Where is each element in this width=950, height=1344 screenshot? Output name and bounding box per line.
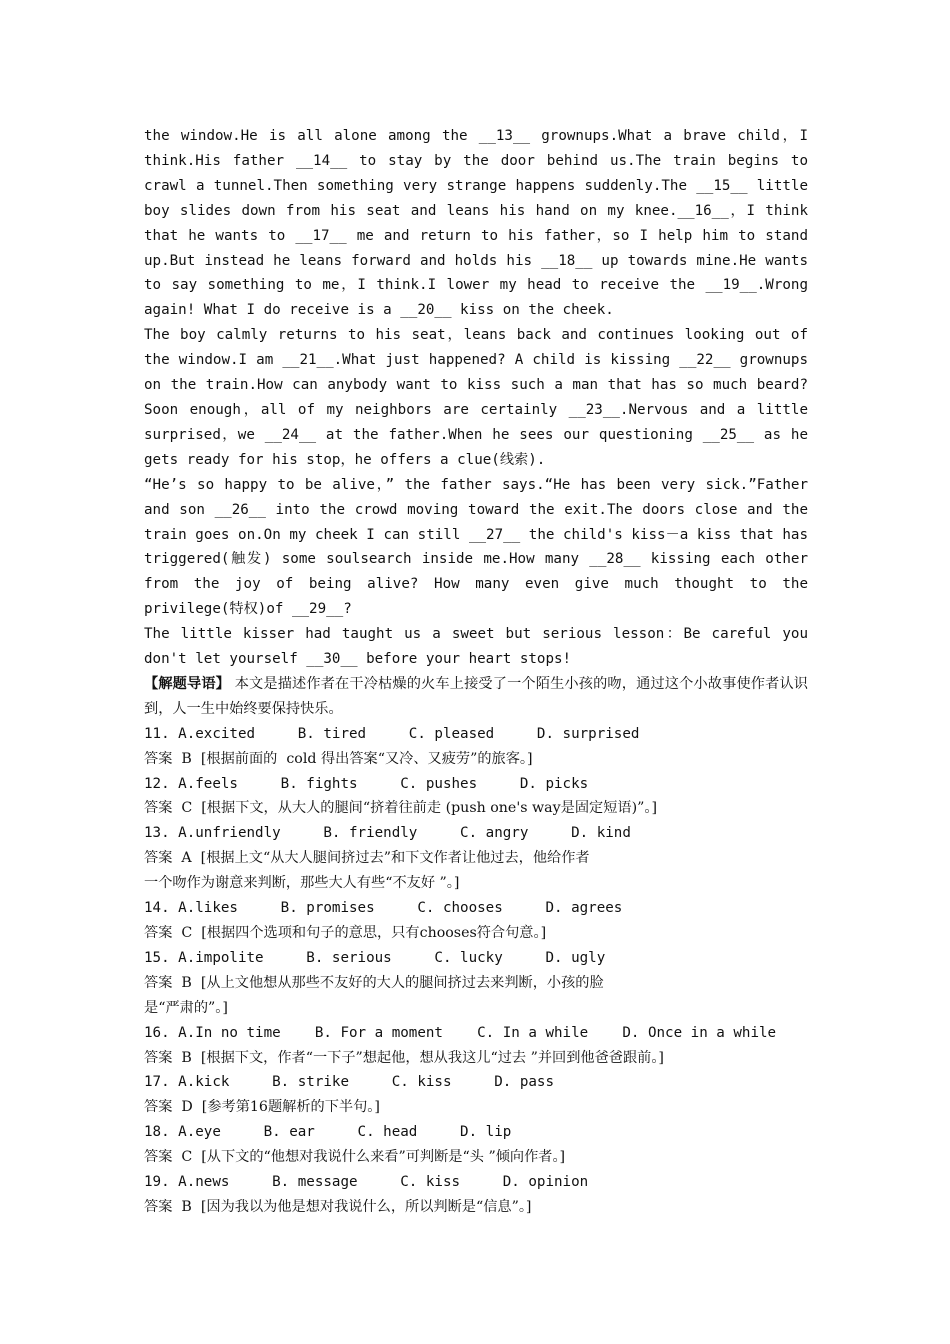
question-item: [144, 821, 808, 896]
answer-line: 答案 D [参考第16题解析的下半句。]: [144, 1099, 380, 1116]
question-options: 12. A.feels B. fights C. pushes D. picks: [144, 775, 589, 792]
passage-paragraph: the window.He is all alone among the __13__ grownups.What a brave child，I think.His father __14__ to stay by the door behind us.The train begins to crawl a tunnel.Then something very strange happens suddenly.The __15__ little boy slides down from his seat and leans his hand on my knee.__16__，I think that he wants to __17__ me and return to his father，so I help him to stand up.But instead he leans forward and holds his __18__ up towards mine.He wants to say something to me，I think.I lower my head to receive the __19__.Wrong again! What I do receive is a __20__ kiss on the cheek.: [144, 128, 808, 319]
question-options: 15. A.impolite B. serious C. lucky D. ugly: [144, 949, 606, 966]
question-item: [144, 722, 808, 772]
question-item: [144, 1170, 808, 1220]
guide-text: 本文是描述作者在干冷枯燥的火车上接受了一个陌生小孩的吻，通过这个小故事使作者认识到，人一生中始终要保持快乐。: [144, 675, 808, 717]
answer-line: 是“严肃的”。]: [144, 999, 228, 1016]
question-options: 13. A.unfriendly B. friendly C. angry D. kind: [144, 825, 631, 842]
question-options: 19. A.news B. message C. kiss D. opinion: [144, 1174, 589, 1191]
question-list: [144, 722, 808, 1220]
question-item: [144, 896, 808, 946]
passage-paragraph: “He’s so happy to be alive，” the father says.“He has been very sick.”Father and son __26__ into the crowd moving toward the exit.The doors close and the train goes on.On my cheek I can still __27__ the child's kiss－a kiss that has triggered(触发) some soulsearch inside me.How many __28__ kissing each other from the joy of being alive? How many even give much thought to the privilege(特权)of __29__?: [144, 476, 808, 618]
question-options: 11. A.excited B. tired C. pleased D. surprised: [144, 725, 640, 742]
guide-paragraph: [144, 672, 808, 722]
answer-line: 答案 A [根据上文“从大人腿间挤过去”和下文作者让他过去，他给作者: [144, 850, 590, 867]
question-item: [144, 946, 808, 1021]
guide-label: 【解题导语】: [144, 675, 231, 692]
question-options: 18. A.eye B. ear C. head D. lip: [144, 1124, 512, 1141]
answer-line: 答案 B [根据下文，作者“一下子”想起他，想从我这儿“过去 ”并回到他爸爸跟前。]: [144, 1049, 664, 1066]
document-page: [144, 124, 808, 1220]
question-options: 16. A.In no time B. For a moment C. In a while D. Once in a while: [144, 1024, 777, 1041]
answer-line: 答案 B [从上文他想从那些不友好的大人的腿间挤过去来判断，小孩的脸: [144, 974, 604, 991]
passage-paragraph: The little kisser had taught us a sweet but serious lesson：Be careful you don't let yourself __30__ before your heart stops!: [144, 626, 808, 668]
question-item: [144, 1021, 808, 1071]
answer-line: 答案 B [因为我以为他是想对我说什么，所以判断是“信息”。]: [144, 1198, 532, 1215]
answer-line: 一个吻作为谢意来判断，那些大人有些“不友好 ”。]: [144, 875, 460, 892]
question-item: [144, 1070, 808, 1120]
question-options: 14. A.likes B. promises C. chooses D. agrees: [144, 900, 623, 917]
passage-paragraph: The boy calmly returns to his seat，leans back and continues looking out of the window.I am __21__.What just happened? A child is kissing __22__ grownups on the train.How can anybody want to kiss such a man that has so much beard? Soon enough，all of my neighbors are certainly __23__.Nervous and a little surprised，we __24__ at the father.When he sees our questioning __25__ as he gets ready for his stop，he offers a clue(线索).: [144, 327, 808, 468]
question-item: [144, 1120, 808, 1170]
answer-line: 答案 C [根据四个选项和句子的意思，只有chooses符合句意。]: [144, 925, 547, 941]
question-options: 17. A.kick B. strike C. kiss D. pass: [144, 1074, 554, 1091]
answer-line: 答案 C [从下文的“他想对我说什么来看”可判断是“头 ”倾向作者。]: [144, 1149, 566, 1166]
answer-line: 答案 C [根据下文，从大人的腿间“挤着往前走 (push one's way是固定短语)”。]: [144, 800, 657, 817]
answer-line: 答案 B [根据前面的 cold 得出答案“又冷、又疲劳”的旅客。]: [144, 750, 533, 767]
question-item: [144, 772, 808, 822]
passage: [144, 124, 808, 672]
